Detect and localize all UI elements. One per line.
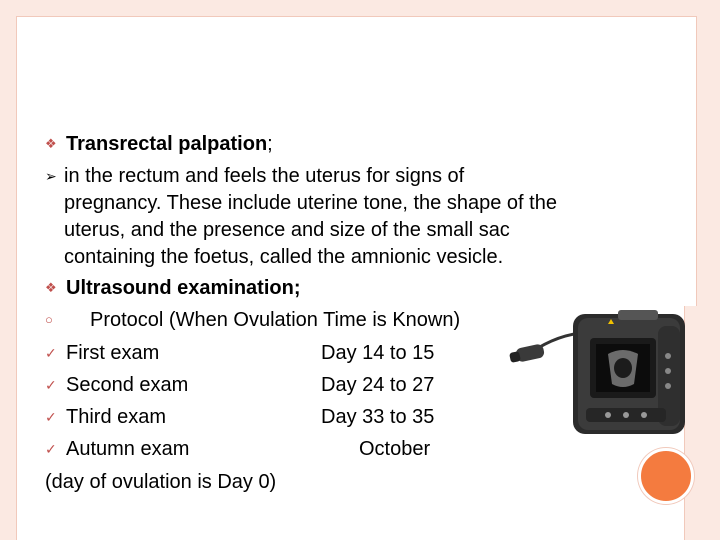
exam-value: Day 24 to 27: [321, 374, 435, 396]
item-heading: Transrectal palpation: [66, 133, 268, 155]
exam-label: Autumn exam: [66, 438, 190, 460]
circle-icon: ○: [45, 312, 53, 327]
bullet-item-ultrasound: Ultrasound examination;: [66, 277, 301, 299]
exam-value: Day 33 to 35: [321, 406, 435, 428]
exam-value: October: [359, 438, 431, 460]
protocol-line: Protocol (When Ovulation Time is Known): [90, 309, 461, 331]
footnote: (day of ovulation is Day 0): [45, 471, 277, 493]
diamond-icon: ❖: [45, 280, 57, 295]
check-icon: ✓: [45, 345, 57, 361]
exam-label: Third exam: [66, 406, 167, 428]
exam-label: First exam: [66, 342, 160, 364]
exam-label: Second exam: [66, 374, 189, 396]
bullet-item-1: [66, 132, 273, 156]
item-text: ;: [267, 133, 273, 155]
check-icon: ✓: [45, 441, 57, 457]
continuation-line: pregnancy. These include uterine tone, the shape of the: [64, 192, 557, 214]
diamond-icon: ❖: [45, 136, 57, 151]
continuation-line: uterus, and the presence and size of the small sac: [64, 219, 510, 241]
continuation-line: containing the foetus, called the amnionic vesicle.: [64, 246, 504, 268]
ultrasound-device-image: [508, 296, 693, 446]
arrow-icon: ➢: [45, 168, 57, 184]
exam-value: Day 14 to 15: [321, 342, 435, 364]
check-icon: ✓: [45, 377, 57, 393]
bullet-item-2: in the rectum and feels the uterus for signs of: [64, 165, 465, 187]
check-icon: ✓: [45, 409, 57, 425]
